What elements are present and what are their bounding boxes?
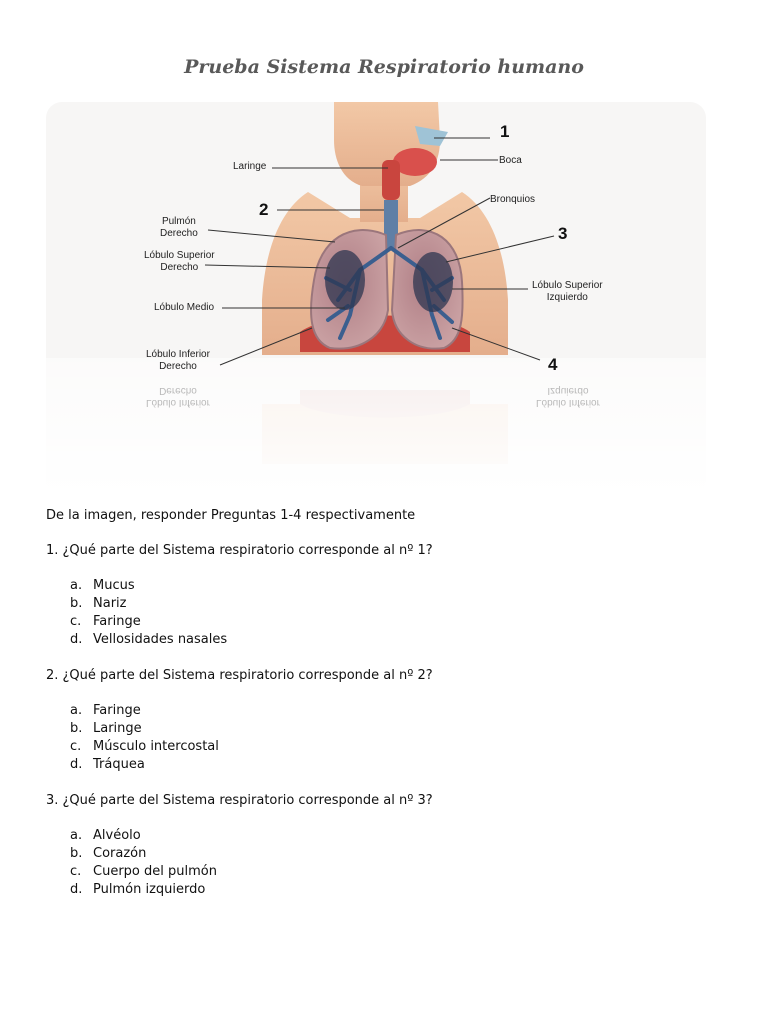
option-text: Pulmón izquierdo	[93, 882, 206, 897]
q3-option-d[interactable]	[70, 882, 205, 897]
left-lung-inner	[413, 252, 453, 312]
q3-option-b[interactable]	[70, 846, 146, 861]
label-pulmon-derecho	[160, 216, 198, 240]
option-letter: a.	[70, 703, 83, 718]
number-3: 3	[558, 224, 568, 243]
option-text: Corazón	[93, 846, 147, 861]
option-letter: a.	[70, 578, 83, 593]
q2-option-d[interactable]	[70, 757, 145, 772]
respiratory-system-figure	[0, 100, 768, 500]
anatomy-illustration	[0, 100, 768, 500]
instruction-text: De la imagen, responder Preguntas 1-4 respectivamente	[46, 508, 416, 523]
reflection-left-line1: Lóbulo Inferior	[146, 397, 210, 408]
label-lsi-line1: Lóbulo Superior	[532, 280, 603, 291]
label-pulmon-derecho-line1: Pulmón	[161, 216, 196, 227]
option-text: Alvéolo	[93, 828, 141, 843]
reflection-label-left	[146, 384, 210, 408]
label-boca: Boca	[499, 155, 522, 166]
number-4: 4	[548, 355, 558, 374]
q3-option-a[interactable]	[70, 828, 141, 843]
q3-option-c[interactable]	[70, 864, 217, 879]
label-lobulo-inferior-derecho	[146, 349, 210, 373]
option-letter: c.	[70, 614, 82, 629]
reflection-left-line2: Derecho	[159, 385, 197, 396]
reflection-right-line1: Lóbulo Inferior	[536, 397, 600, 408]
reflection-label-right	[536, 384, 600, 408]
option-letter: d.	[70, 632, 83, 647]
label-lobulo-medio: Lóbulo Medio	[154, 302, 215, 313]
q1-option-d[interactable]	[70, 632, 227, 647]
label-lsd-line2: Derecho	[160, 262, 199, 273]
number-1: 1	[500, 122, 510, 141]
label-lsi-line2: Izquierdo	[546, 292, 588, 303]
option-text: Vellosidades nasales	[93, 632, 228, 647]
option-text: Nariz	[93, 596, 127, 611]
q2-option-a[interactable]	[70, 703, 141, 718]
option-letter: b.	[70, 721, 83, 736]
q1-option-b[interactable]	[70, 596, 126, 611]
label-laringe: Laringe	[233, 161, 267, 172]
option-text: Tráquea	[93, 757, 145, 772]
label-lobulo-superior-derecho	[144, 250, 215, 274]
option-text: Faringe	[93, 703, 141, 718]
label-lid-line1: Lóbulo Inferior	[146, 349, 210, 360]
option-text: Laringe	[93, 721, 142, 736]
option-text: Músculo intercostal	[93, 739, 219, 754]
option-text: Faringe	[93, 614, 141, 629]
larynx-shape	[382, 160, 400, 200]
option-letter: c.	[70, 864, 82, 879]
reflection-right-line2: Izquierdo	[547, 385, 589, 396]
option-text: Cuerpo del pulmón	[93, 864, 217, 879]
label-pulmon-derecho-line2: Derecho	[160, 228, 198, 239]
option-letter: b.	[70, 846, 83, 861]
question-2: 2. ¿Qué parte del Sistema respiratorio corresponde al nº 2?	[46, 668, 433, 683]
question-3: 3. ¿Qué parte del Sistema respiratorio corresponde al nº 3?	[46, 793, 433, 808]
q1-option-a[interactable]	[70, 578, 135, 593]
right-lung-inner	[325, 250, 365, 310]
option-text: Mucus	[93, 578, 135, 593]
option-letter: b.	[70, 596, 83, 611]
option-letter: c.	[70, 739, 82, 754]
number-2: 2	[259, 200, 269, 219]
option-letter: d.	[70, 882, 83, 897]
q1-option-c[interactable]	[70, 614, 141, 629]
label-lsd-line1: Lóbulo Superior	[144, 250, 215, 261]
question-1: 1. ¿Qué parte del Sistema respiratorio corresponde al nº 1?	[46, 543, 433, 558]
q2-option-c[interactable]	[70, 739, 219, 754]
label-lobulo-superior-izquierdo	[532, 280, 603, 304]
page-title: Prueba Sistema Respiratorio humano	[184, 56, 584, 78]
option-letter: d.	[70, 757, 83, 772]
q2-option-b[interactable]	[70, 721, 142, 736]
label-bronquios: Bronquios	[490, 194, 536, 205]
reflection-fade	[46, 358, 706, 497]
option-letter: a.	[70, 828, 83, 843]
label-lid-line2: Derecho	[159, 361, 197, 372]
